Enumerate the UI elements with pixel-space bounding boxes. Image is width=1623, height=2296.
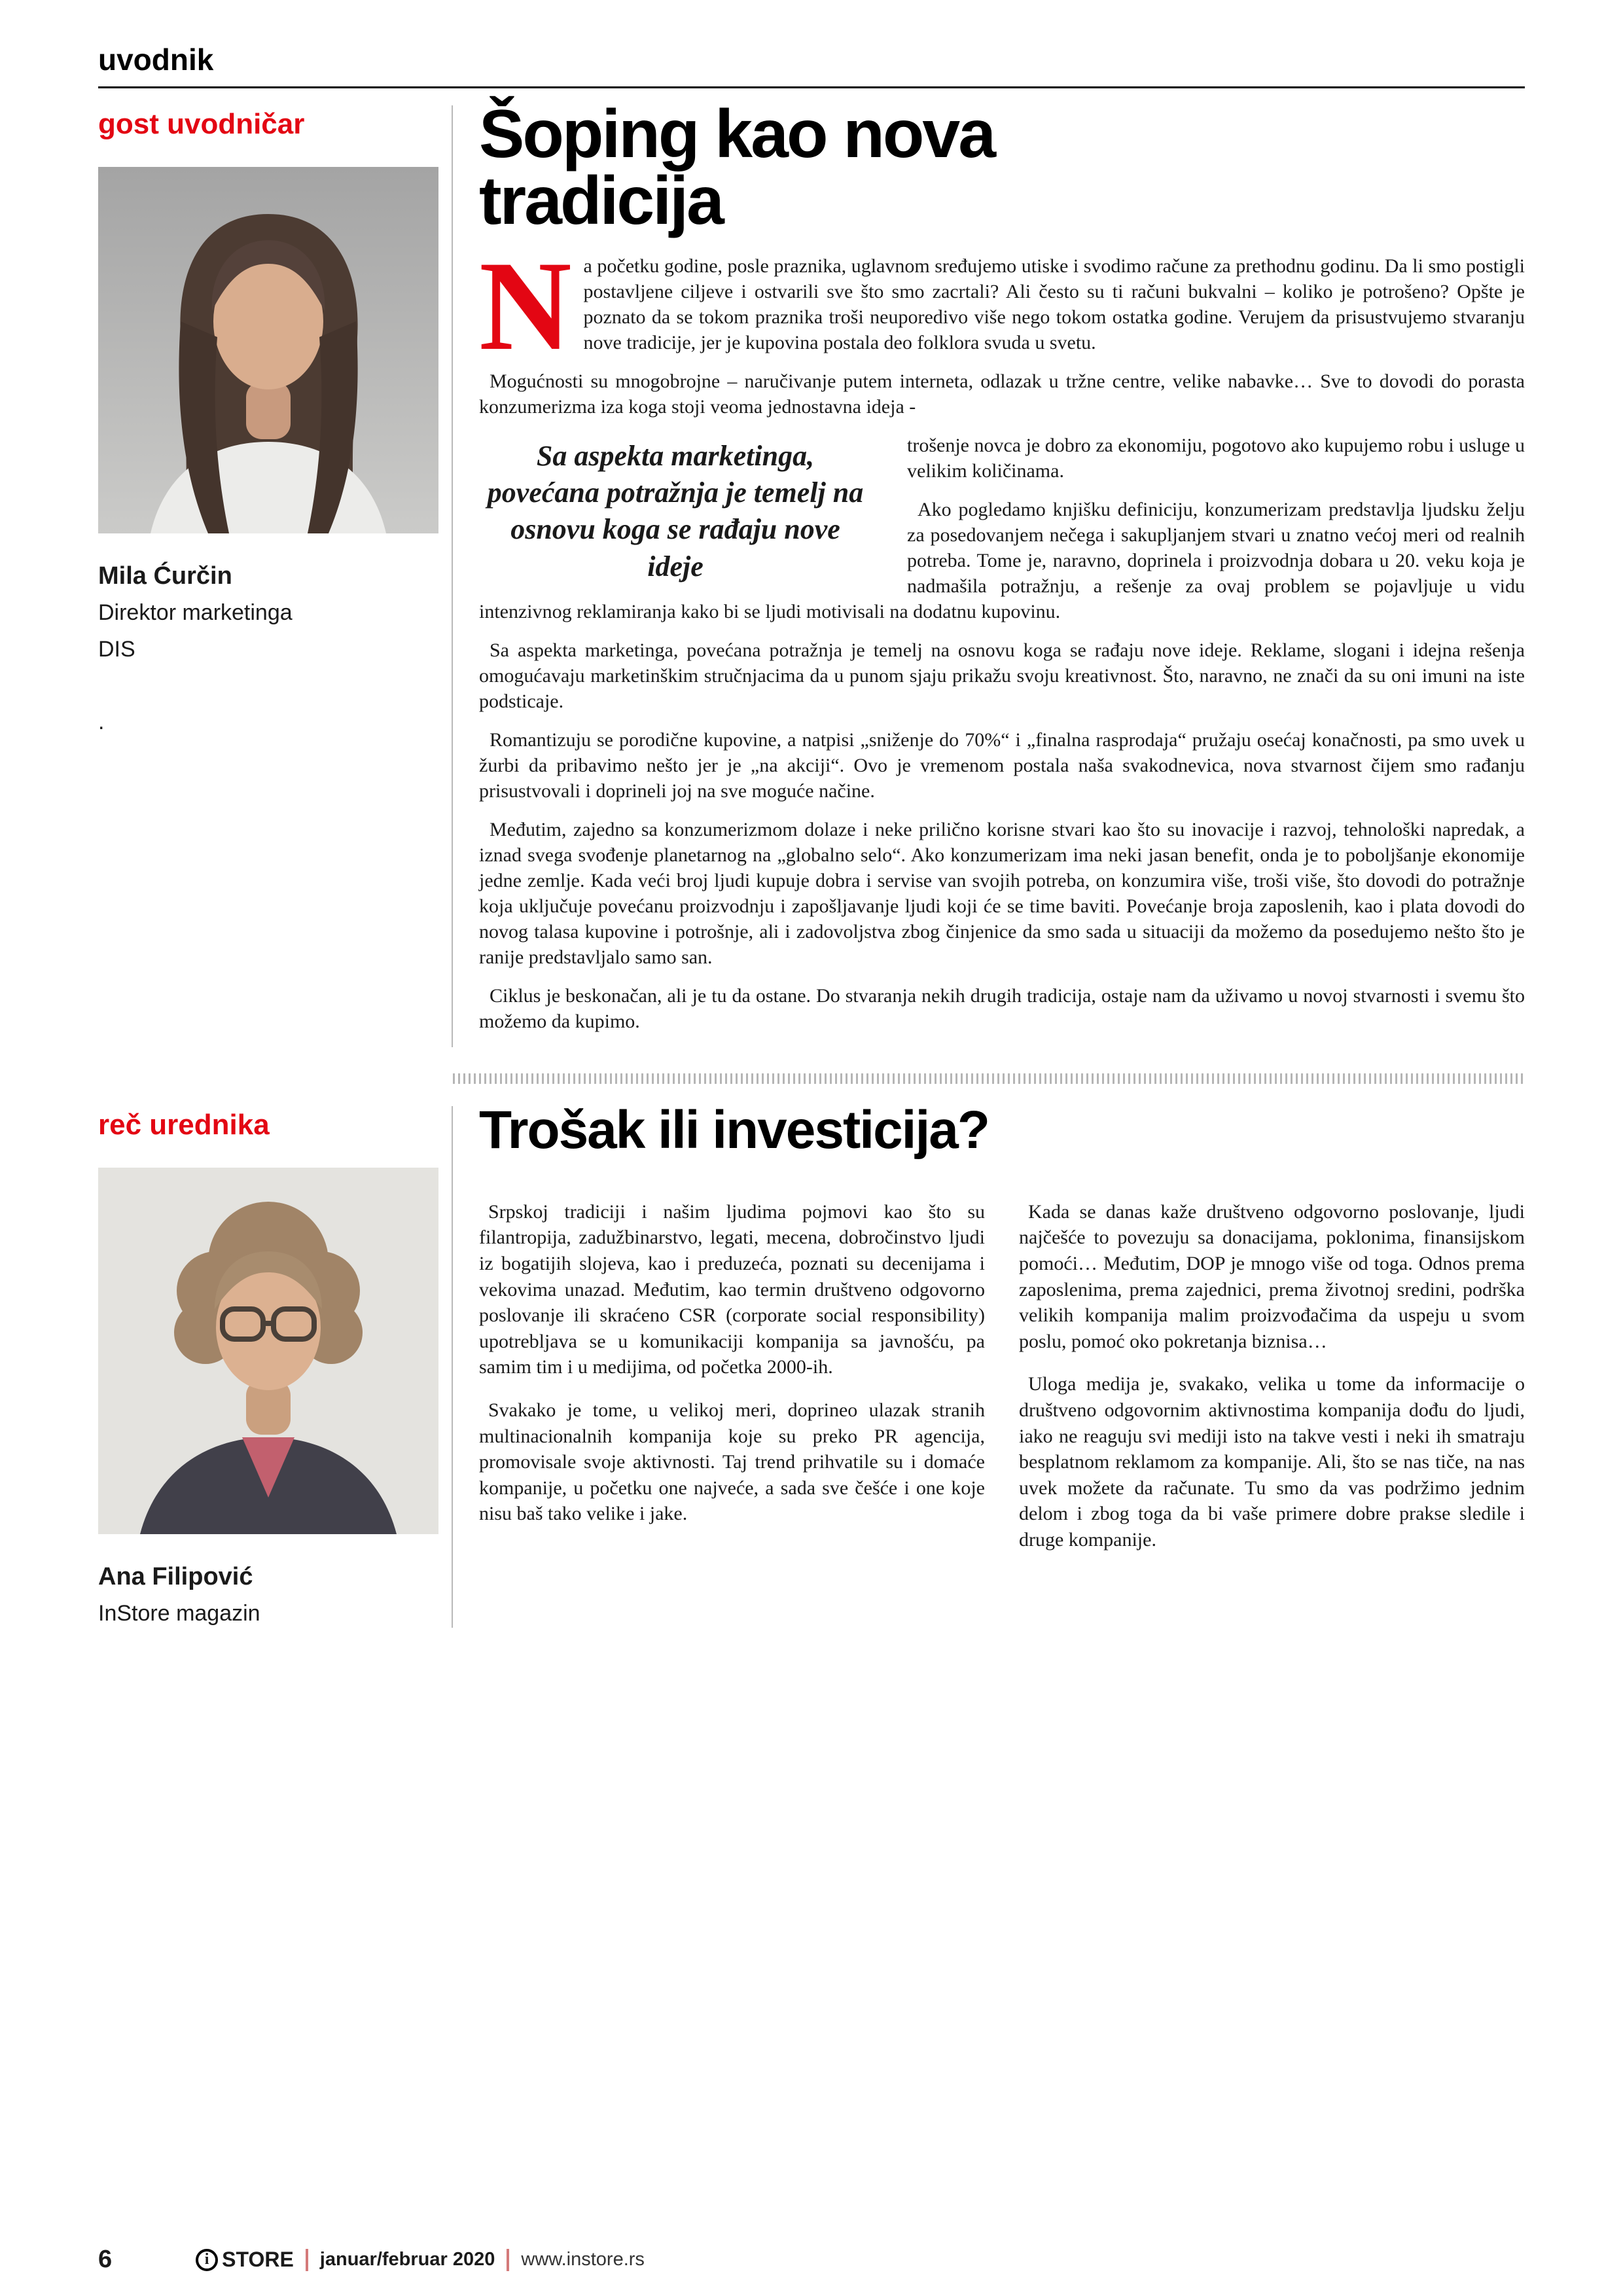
page-footer <box>98 2246 1525 2274</box>
editor-two-columns <box>479 1199 1525 1570</box>
editor-author-company: InStore magazin <box>98 1600 260 1626</box>
headline-line1: Šoping kao nova <box>479 96 995 172</box>
guest-author-note-dot: . <box>98 709 105 735</box>
paragraph-6: Međutim, zajedno sa konzumerizmom dolaze i neke prilično korisne stvari kao što su inovacije i razvoj, tehnološki napredak, a iznad svega svođenje planetarnog na „globalno selo“. Ako konzumerizam ima neki jasan benefit, onda je to poboljšanje ekonomije jedne zemlje. Kada veći broj ljudi kupuje dobra i servise van svojih potreba, on konzumira više, troši više, što dovodi do potražnje koja uključuje povećanu proizvodnju i zapošljavanje ljudi koji će se time baviti. Povećanje broja zaposlenih, kao i plata dovodi do novog talasa kupovine i potrošnje, ali i zadovoljstva zbog činjenice da smo sada u situaciji da možemo da posedujemo nešto što je ranije predstavljalo samo san. <box>479 818 1525 968</box>
guest-portrait-photo <box>98 167 438 533</box>
guest-author-name: Mila Ćurčin <box>98 562 232 590</box>
editor-left-column <box>98 1106 438 1628</box>
paragraph-7: Ciklus je beskonačan, ali je tu da ostane. Do stvaranja nekih drugih tradicija, ostaje nam da uživamo u novoj stvarnosti i svemu što možemo da kupimo. <box>479 984 1525 1032</box>
instore-logo <box>196 2248 294 2272</box>
issue-date: januar/februar 2020 <box>319 2249 495 2270</box>
guest-editorial-section <box>98 96 1525 1047</box>
guest-section-label: gost uvodničar <box>98 108 305 140</box>
editor-article <box>453 1100 1525 1628</box>
editor-article-headline: Trošak ili investicija? <box>479 1100 989 1160</box>
editor-section <box>98 1100 1525 1628</box>
editor-col1-paragraph-1: Srpskoj tradiciji i našim ljudima pojmovi kao što su filantropija, zadužbinarstvo, legati, mecena, dobročinstvo ljudi iz bogatijih slojeva, kao i preduzeća, poznati su decenijama i vekovima unazad. Međutim, kao termin društveno odgovorno poslovanje ili skraćeno CSR (corporate social responsibility) upotrebljava se u komunikaciji kompanija sa javnošću, pa samim tim i u medijima, od početka 2000-ih. <box>479 1200 985 1378</box>
guest-author-role: Direktor marketinga <box>98 600 293 625</box>
paragraph-5: Romantizuju se porodične kupovine, a natpisi „sniženje do 70%“ i „finalna rasprodaja“ pružaju osećaj konačnosti, pa smo uvek u žurbi da pribavimo nešto jer je „na akciji“. Ovo je vremenom postala naša svakodnevica, nova stvarnost čijem smo rađanju prisustvovali i doprineli joj na sve moguće načine. <box>479 728 1525 802</box>
header-rule <box>98 86 1525 88</box>
editor-col1-paragraph-2: Svakako je tome, u velikoj meri, doprineo ulazak stranih multinacionalnih kompanija koje su preko PR agencija, promovisale svoje aktivnosti. Taj trend prihvatile su i domaće kompanije, u početku one najveće, a sada sve češće i one koje nisu baš tako velike i jake. <box>479 1399 985 1525</box>
page-kicker: uvodnik <box>98 43 214 77</box>
instore-logo-text: STORE <box>222 2248 294 2271</box>
editor-portrait-photo <box>98 1168 438 1534</box>
guest-article <box>453 96 1525 1047</box>
editor-col2-paragraph-1: Kada se danas kaže društveno odgovorno poslovanje, ljudi najčešće to povezuju sa donacijama, poklonima, finansijskom pomoći… Međutim, DOP je mnogo više od toga. Odnos prema zaposlenima, prema zajednici, prema životnoj sredini, podrška velikih kompanija malim proizvođačima da uspeju u svom poslu, pomoć oko pokretanja biznisa… <box>1019 1200 1525 1352</box>
editor-column-1 <box>479 1199 985 1570</box>
portrait-woman-long-hair-icon <box>98 167 438 533</box>
guest-author-company: DIS <box>98 637 135 662</box>
website-url: www.instore.rs <box>521 2249 645 2270</box>
editor-column-2 <box>1019 1199 1525 1570</box>
intro-paragraph <box>479 234 1525 377</box>
editor-col2-paragraph-2: Uloga medija je, svakako, velika u tome da informacije o društveno odgovornim aktivnostima kompanija dođu do ljudi, iako ne reaguju svi mediji isto na takve vesti i neki ih smatraju besplatnom reklamom za kompanije. Ali, što se nas tiče, na nas uvek možete da računate. Tu smo da vas podržimo jednim delom i zbog toga da bi vaše primere dobre prakse sledile i druge kompanije. <box>1019 1373 1525 1551</box>
pullquote-flow <box>479 433 1525 624</box>
paragraph-3: Ako pogledamo knjišku definiciju, konzumerizam predstavlja ljudsku želju za posedovanjem nečega i sakupljanjem stvari u znatno većoj meri od realnih potreba. Tome je, naravno, doprinela i proizvodnja dobara u 20. veku koja je nadmašila potražnju, a rešenje za ovaj problem se pojavljuje u vidu intenzivnog reklamiranja kako bi se ljudi motivisali na dodatnu kupovinu. <box>479 498 1525 622</box>
dotted-section-divider <box>453 1073 1525 1084</box>
instore-logo-icon: i <box>196 2249 218 2271</box>
paragraph-2-tail: trošenje novca je dobro za ekonomiju, pogotovo ako kupujemo robu i usluge u velikim količinama. <box>907 434 1525 482</box>
guest-left-column <box>98 105 438 1047</box>
pull-quote: Sa aspekta marketinga, povećana potražnja je temelj na osnovu koga se rađaju nove ideje <box>487 439 864 583</box>
footer-separator <box>507 2249 509 2271</box>
page-number: 6 <box>98 2246 113 2273</box>
paragraph-2-lead: Mogućnosti su mnogobrojne – naručivanje putem interneta, odlazak u tržne centre, velike nabavke… Sve to dovodi do porasta konzumerizma iza koga stoji veoma jednostavna ideja - <box>479 370 1525 418</box>
guest-article-headline <box>479 96 1525 239</box>
portrait-woman-glasses-icon <box>98 1168 438 1534</box>
editor-section-label: reč urednika <box>98 1108 270 1141</box>
intro-text: a početku godine, posle praznika, uglavnom sređujemo utiske i svodimo račune za prethodnu godinu. Da li smo postigli postavljene ciljeve i ostvarili sve što smo zacrtali? Ali često su ti računi bukvalni – koliko je potrošeno? Opšte je poznato da se tokom praznika troši neuporedivo više nego tokom ostatka godine. Verujem da prisustvujemo stvaranju nove tradicije, jer je kupovina postala deo folklora svuda u svetu. <box>583 255 1525 353</box>
headline-line2: tradicija <box>479 162 722 239</box>
editor-author-name: Ana Filipović <box>98 1562 253 1590</box>
drop-cap: N <box>479 234 572 377</box>
footer-separator <box>306 2249 308 2271</box>
paragraph-4: Sa aspekta marketinga, povećana potražnja je temelj na osnovu koga se rađaju nove ideje. Reklame, slogani i idejna rešenja omogućavaju marketinškim stručnjacima da u punom sjaju prikažu svoju kreativnost. Što, naravno, ne znači da su oni imuni na iste podsticaje. <box>479 639 1525 712</box>
